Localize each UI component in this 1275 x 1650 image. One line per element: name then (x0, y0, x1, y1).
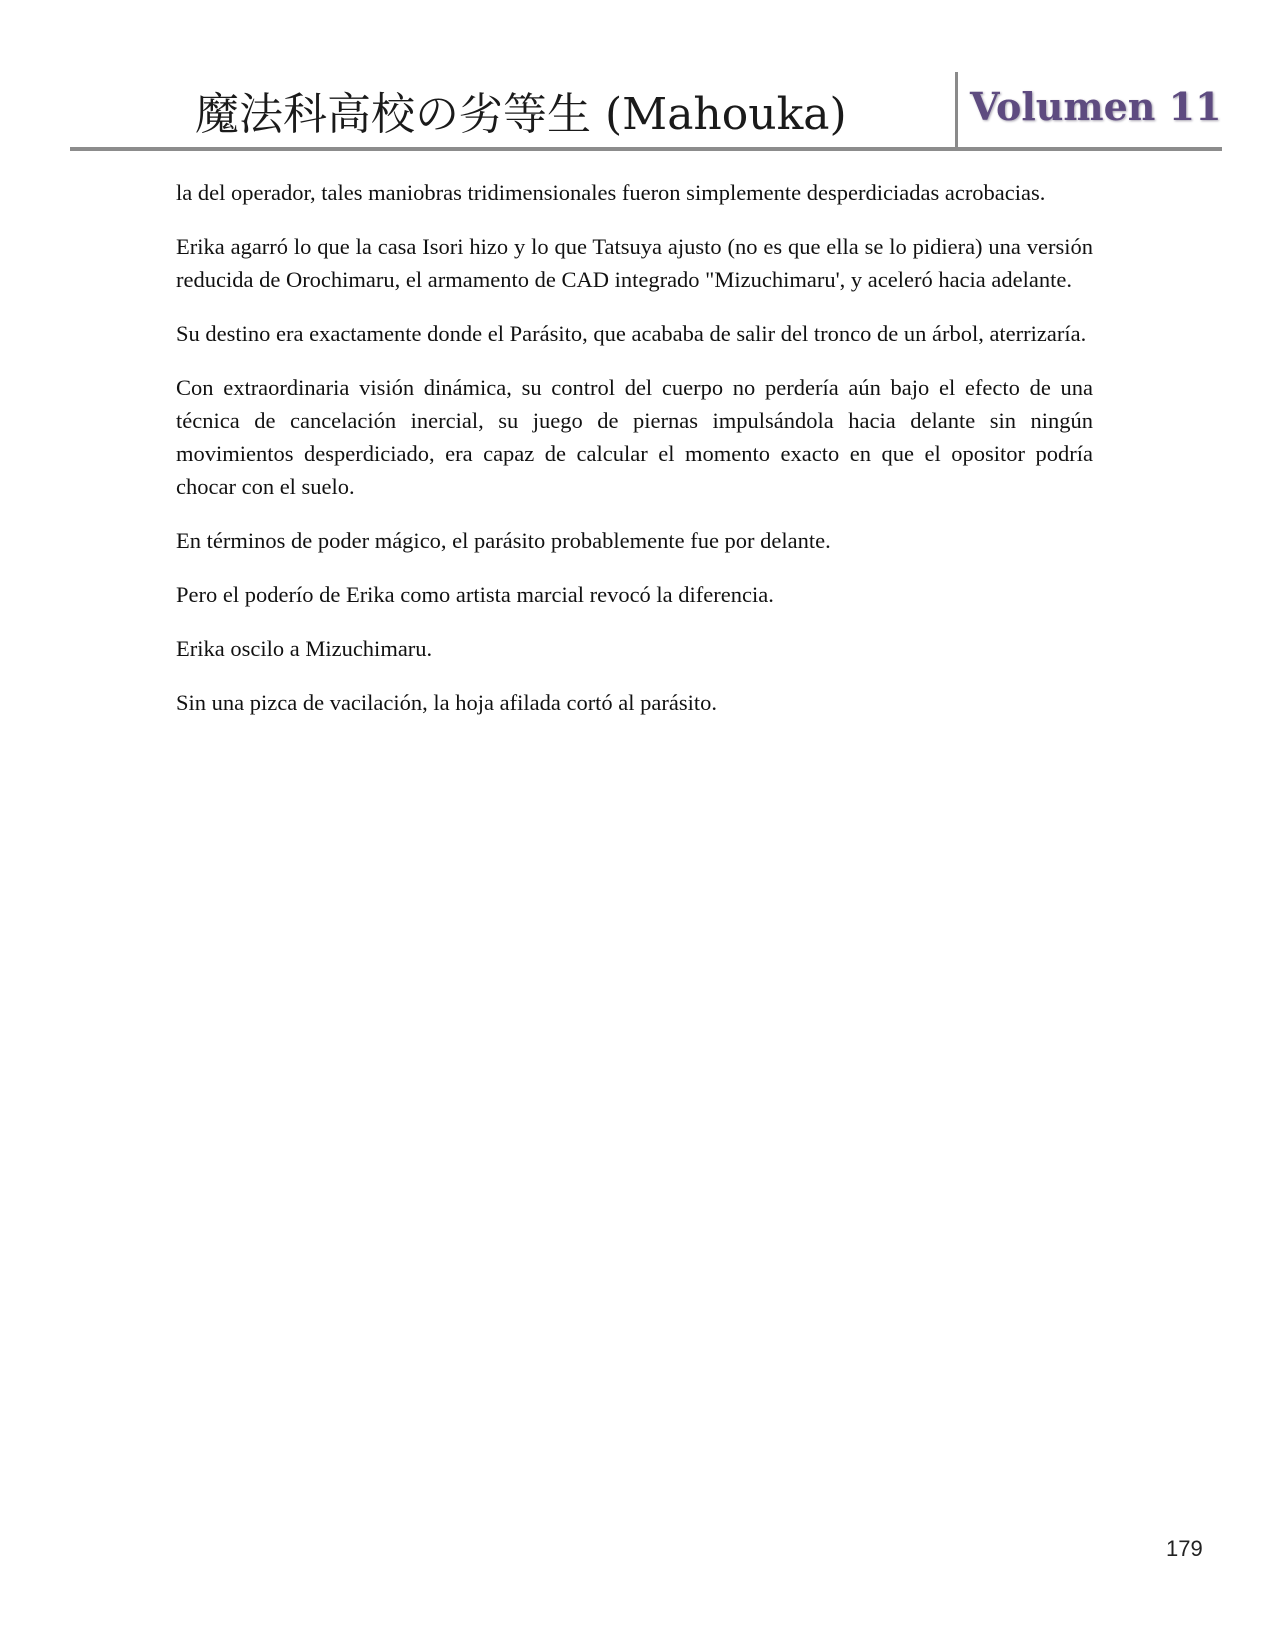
volume-label: Volumen 11 (970, 84, 1222, 129)
paragraph: la del operador, tales maniobras tridimensionales fueron simplemente desperdiciadas acrobacias. (176, 180, 1046, 205)
header-divider (955, 72, 958, 148)
paragraph: Erika oscilo a Mizuchimaru. (176, 636, 433, 661)
paragraph: Con extraordinaria visión dinámica, su control del cuerpo no perdería aún bajo el efecto de una técnica de cancelación inercial, su juego de piernas impulsándola hacia delante sin ningún movimientos desperdiciado, era capaz de calcular el momento exacto en que el opositor podría chocar con el suelo. (176, 375, 1093, 499)
paragraph: En términos de poder mágico, el parásito probablemente fue por delante. (176, 528, 831, 553)
paragraph: Pero el poderío de Erika como artista marcial revocó la diferencia. (176, 582, 774, 607)
paragraph: Erika agarró lo que la casa Isori hizo y lo que Tatsuya ajusto (no es que ella se lo pidiera) una versión reducida de Orochimaru, el armamento de CAD integrado "Mizuchimaru', y aceleró hacia adelante. (176, 234, 1093, 292)
paragraph: Su destino era exactamente donde el Parásito, que acababa de salir del tronco de un árbol, aterrizaría. (176, 321, 1087, 346)
paragraph: Sin una pizca de vacilación, la hoja afilada cortó al parásito. (176, 690, 718, 715)
header-title: 魔法科高校の劣等生 (Mahouka) (195, 89, 847, 140)
page-number: 179 (1166, 1536, 1203, 1561)
header-rule (70, 147, 1222, 151)
body-text (176, 176, 1093, 740)
